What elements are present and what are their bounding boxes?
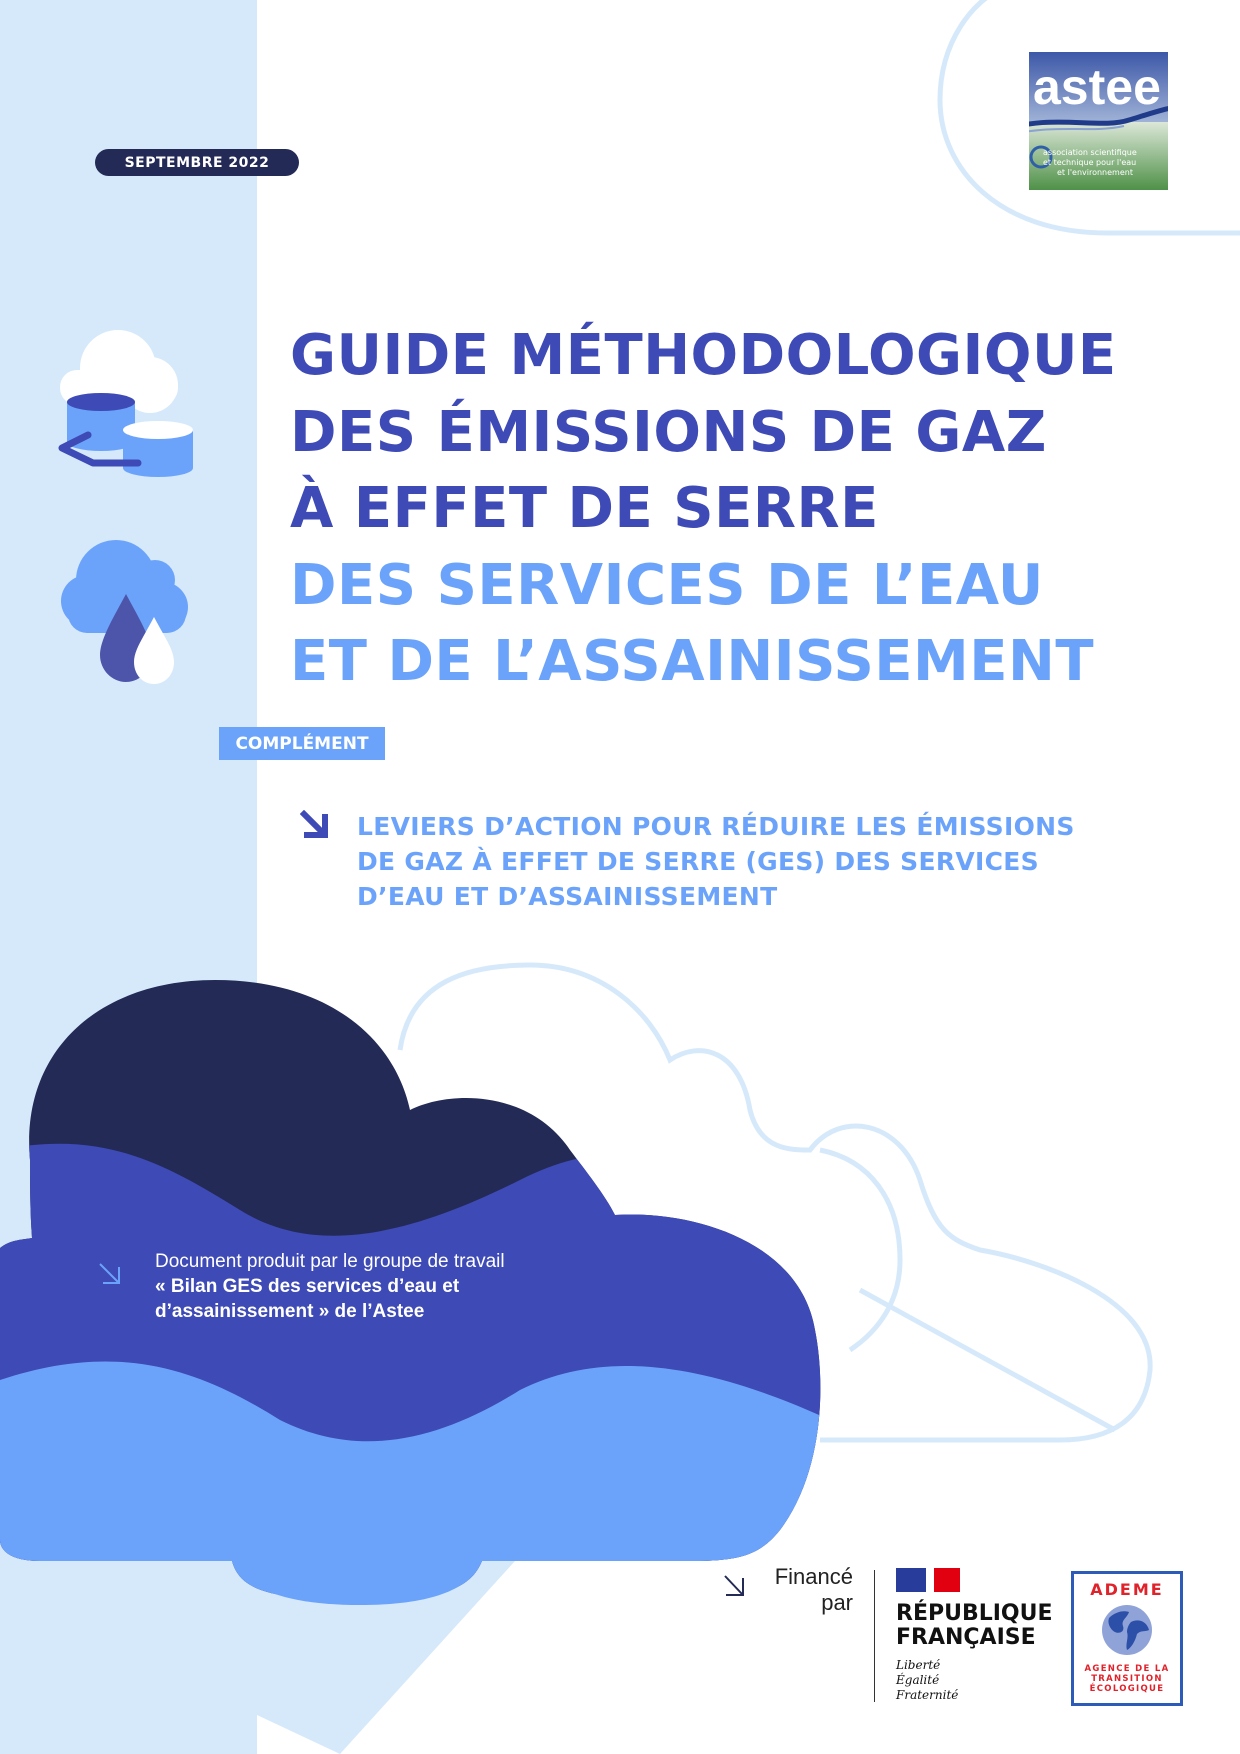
outline-cloud-inner — [820, 1150, 900, 1350]
funded-by-line-2: par — [821, 1590, 853, 1615]
complement-badge: COMPLÉMENT — [219, 727, 385, 760]
credit-line-2: « Bilan GES des services d’eau et — [155, 1276, 460, 1297]
publication-date-pill: SEPTEMBRE 2022 — [95, 149, 299, 176]
subtitle-line-3: D’EAU ET D’ASSAINISSEMENT — [357, 882, 778, 911]
ademe-subtitle — [1074, 1664, 1180, 1694]
funded-by-label — [740, 1564, 853, 1616]
astee-tagline-2: et technique pour l'eau — [1043, 158, 1137, 167]
motto-egalite: Égalité — [896, 1673, 940, 1687]
working-group-credit — [155, 1249, 505, 1324]
title-line-2: DES ÉMISSIONS DE GAZ — [290, 399, 1047, 465]
astee-logo — [1029, 52, 1168, 190]
globe-icon — [1101, 1604, 1153, 1656]
ademe-logo — [1071, 1571, 1183, 1706]
document-title — [290, 318, 1117, 701]
credit-line-1: Document produit par le groupe de travail — [155, 1251, 505, 1272]
marianne-flag-icon — [896, 1568, 960, 1592]
title-line-5: ET DE L’ASSAINISSEMENT — [290, 629, 1095, 694]
title-line-3: À EFFET DE SERRE — [290, 476, 879, 541]
astee-tagline-1: association scientifique — [1043, 148, 1137, 157]
funded-by-line-1: Financé — [774, 1564, 853, 1589]
ademe-sub-line-3: ÉCOLOGIQUE — [1089, 1684, 1165, 1694]
republique-motto — [896, 1658, 1053, 1703]
subtitle-line-1: LEVIERS D’ACTION POUR RÉDUIRE LES ÉMISSIONS — [357, 812, 1075, 841]
title-line-1: GUIDE MÉTHODOLOGIQUE — [290, 323, 1117, 388]
motto-fraternite: Fraternité — [896, 1688, 959, 1702]
document-subtitle — [357, 809, 1075, 914]
ademe-sub-line-2: TRANSITION — [1091, 1674, 1163, 1684]
outline-cloud-diagonal — [860, 1290, 1115, 1430]
astee-tagline-3: et l'environnement — [1057, 168, 1133, 177]
republique-line-2: FRANÇAISE — [896, 1625, 1036, 1650]
funding-divider — [874, 1570, 875, 1702]
ademe-name: ADEME — [1090, 1580, 1164, 1599]
arrow-down-right-icon — [300, 810, 330, 840]
republique-name — [896, 1602, 1053, 1650]
arrow-down-right-icon — [98, 1262, 122, 1286]
astee-wordmark: astee — [1033, 59, 1161, 115]
cloud-tanks-icon — [60, 330, 193, 477]
cloud-rain-icon — [61, 540, 188, 684]
subtitle-line-2: DE GAZ À EFFET DE SERRE (GES) DES SERVICES — [357, 847, 1039, 876]
credit-line-3: d’assainissement » de l’Astee — [155, 1301, 425, 1322]
motto-liberte: Liberté — [896, 1658, 941, 1672]
republique-line-1: RÉPUBLIQUE — [896, 1601, 1053, 1626]
ademe-sub-line-1: AGENCE DE LA — [1084, 1664, 1170, 1674]
title-line-4: DES SERVICES DE L’EAU — [290, 552, 1044, 618]
republique-francaise-logo — [896, 1568, 1053, 1703]
